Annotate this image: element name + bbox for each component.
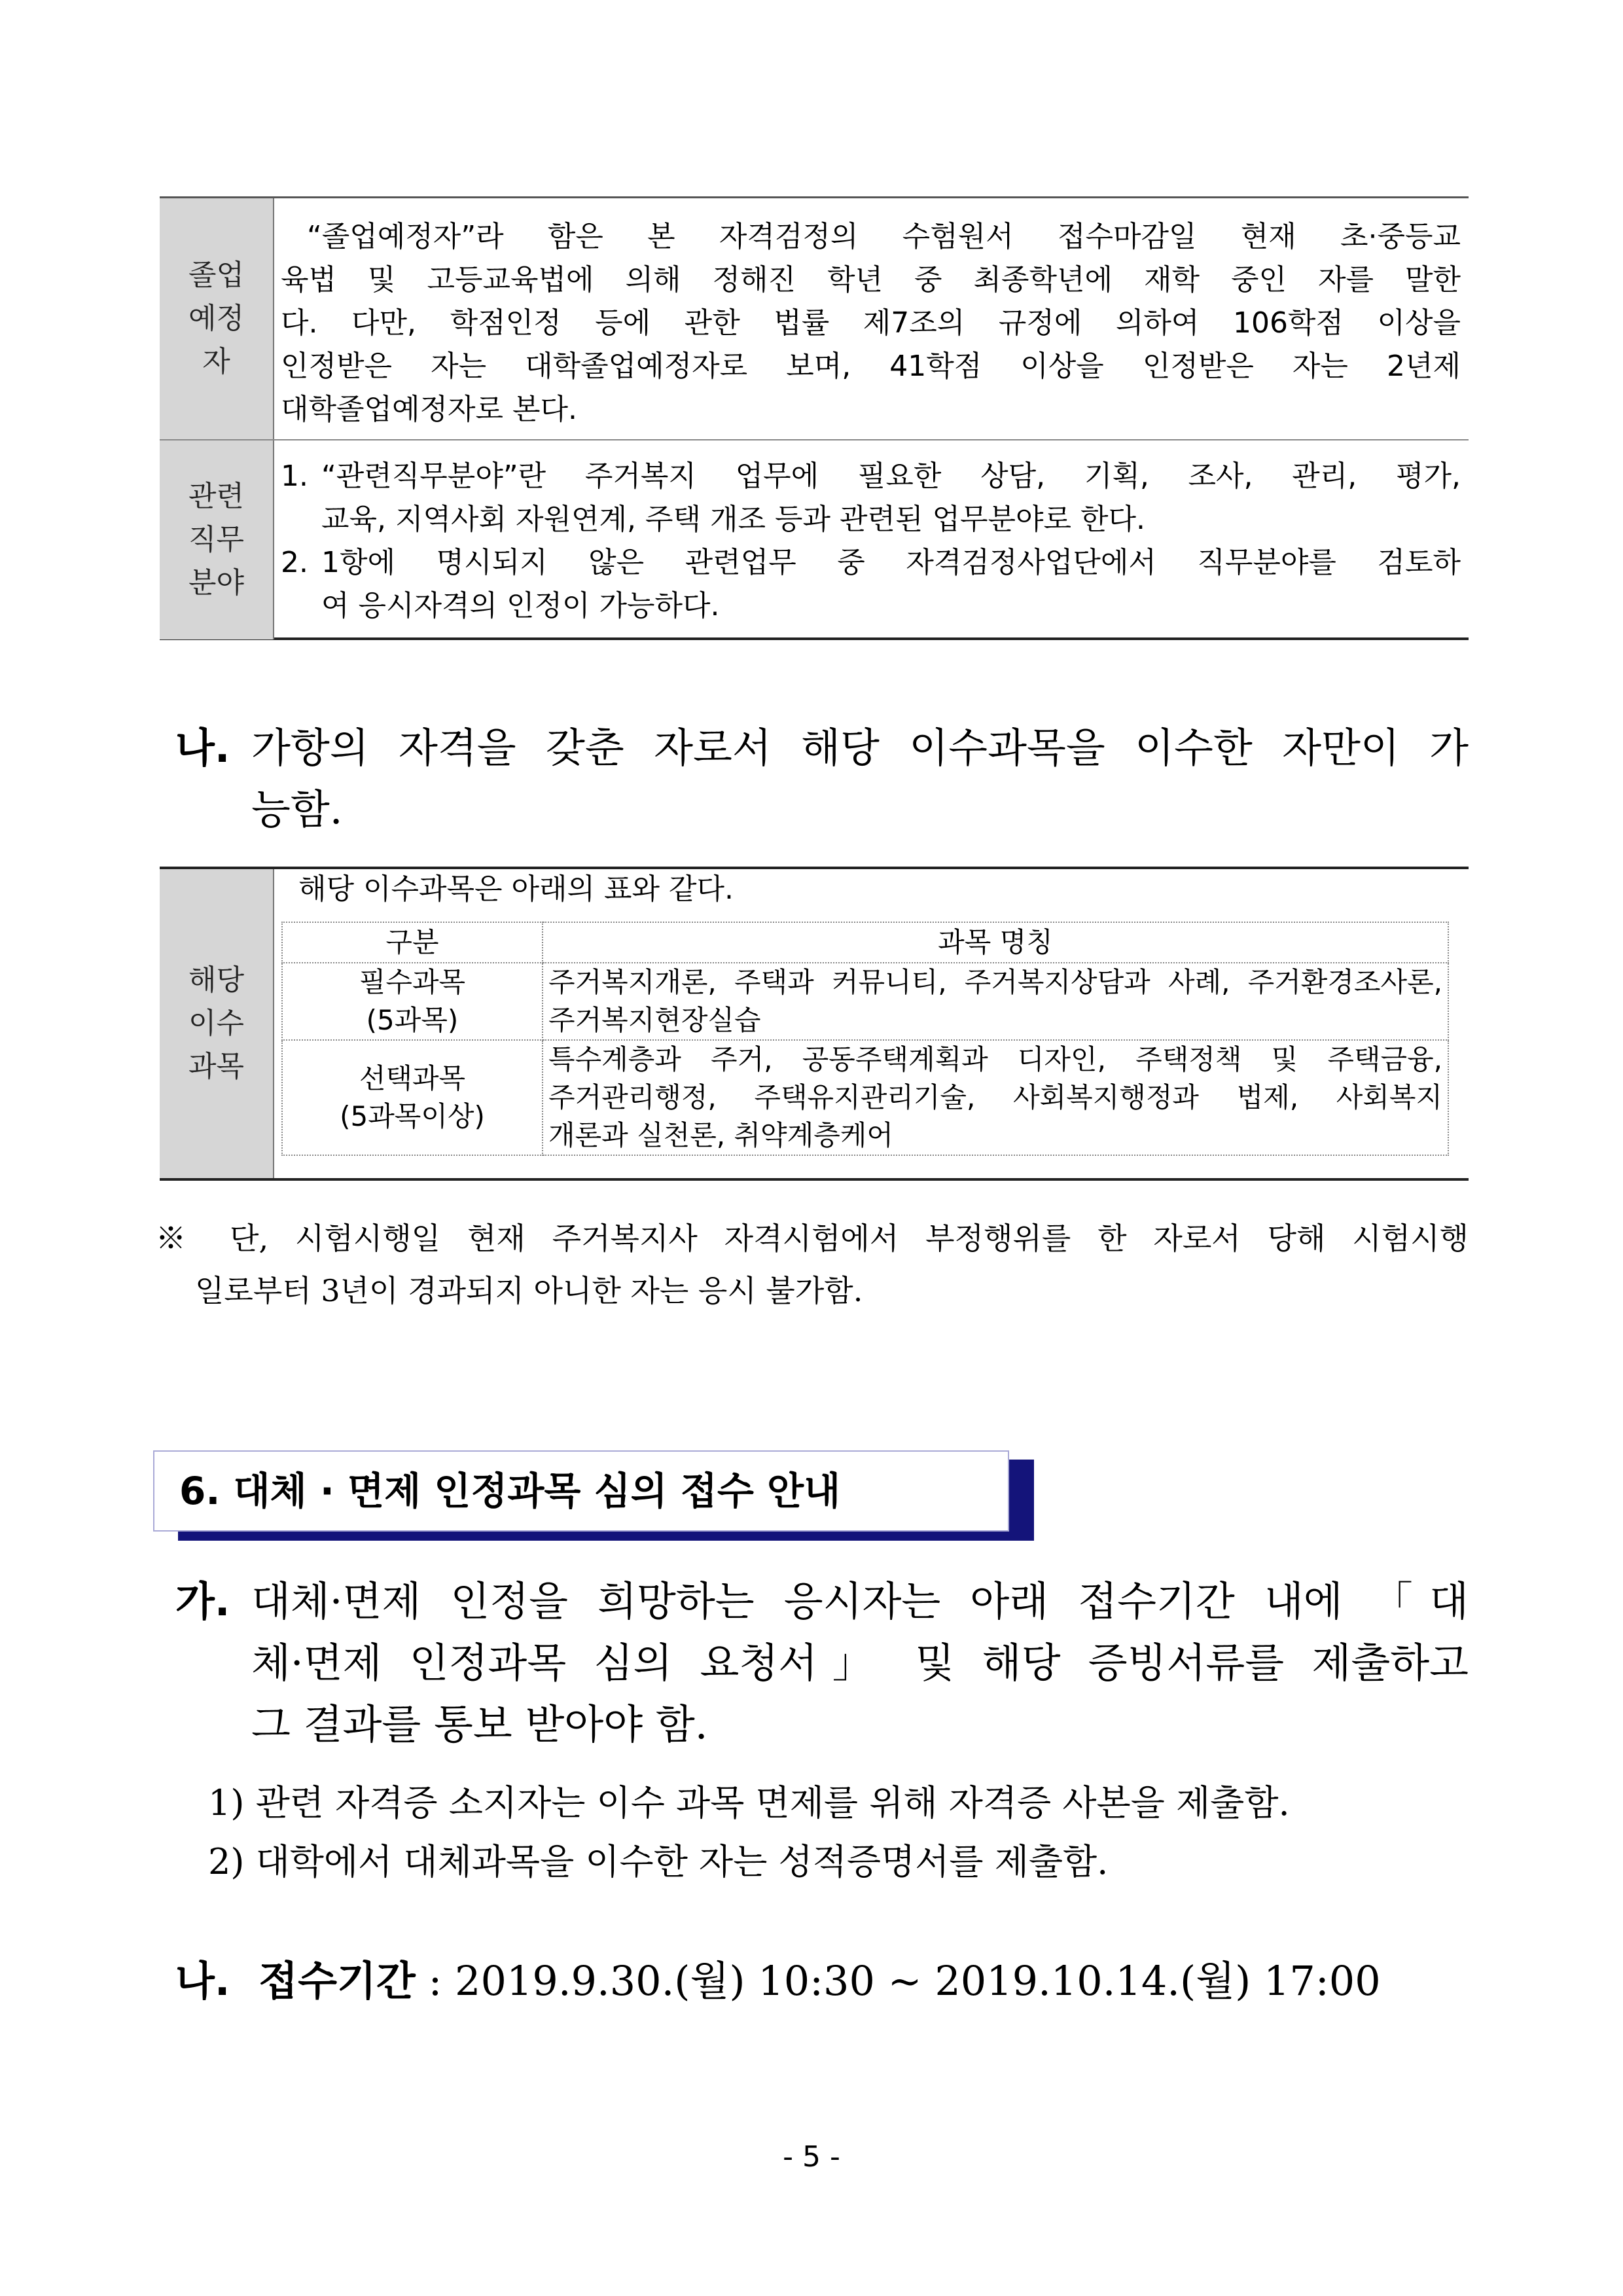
column-header: 과목 명칭 (543, 922, 1448, 963)
header-line: 이수 (188, 1007, 244, 1040)
text-line: 그 결과를 통보 받아야 함. (251, 1700, 708, 1748)
text-line: “졸업예정자”라 함은 본 자격검정의 수험원서 접수마감일 현재 초·중등교 (307, 220, 1461, 253)
text-line: 인정받은 자는 대학졸업예정자로 보며, 41학점 이상을 인정받은 자는 2년제 (281, 350, 1461, 383)
list-marker: 가. (175, 1577, 230, 1625)
subjects-cell (543, 1040, 1448, 1155)
header-line: 예정 (188, 302, 244, 335)
table-header-row (282, 922, 1448, 963)
category-label: 선택과목 (359, 1062, 466, 1094)
text-line: 1항에 명시되지 않은 관련업무 중 자격검정사업단에서 직무분야를 검토하 (321, 546, 1461, 579)
text-line: 여 응시자격의 인정이 가능하다. (321, 589, 720, 622)
subject-line: 주거복지현장실습 (548, 1004, 761, 1036)
header-line: 과목 (188, 1050, 244, 1083)
text-line: 가항의 자격을 갖춘 자로서 해당 이수과목을 이수한 자만이 가 (251, 724, 1469, 772)
header-line: 자 (202, 345, 230, 378)
category-count: (5과목이상) (340, 1100, 485, 1132)
text-line: 대학졸업예정자로 본다. (281, 393, 578, 426)
list-marker: 나. (175, 1957, 230, 2005)
text-line: 대체·면제 인정을 희망하는 응시자는 아래 접수기간 내에 「대 (251, 1577, 1469, 1625)
row-divider (160, 439, 1469, 440)
item-number: 2. (281, 546, 308, 579)
section-na-eligibility (175, 717, 1469, 840)
period-value: : 2019.9.30.(월) 10:30 ~ 2019.10.14.(월) 17:00 (415, 1957, 1381, 2005)
table-row (282, 963, 1448, 1040)
subject-line: 개론과 실천론, 취약계층케어 (548, 1119, 893, 1151)
item-number: 1. (281, 459, 308, 493)
category-label: 필수과목 (359, 966, 466, 998)
graduation-candidate-text (281, 215, 1461, 431)
list-marker: 나. (175, 724, 230, 772)
text-line: 다. 다만, 학점인정 등에 관한 법률 제7조의 규정에 의하여 106학점 이상을 (281, 306, 1461, 340)
text-line: ※ 단, 시험시행일 현재 주거복지사 자격시험에서 부정행위를 한 자로서 당해 시험시행 (156, 1221, 1469, 1256)
subject-line: 주거관리행정, 주택유지관리기술, 사회복지행정과 법제, 사회복지 (548, 1081, 1442, 1113)
text-line: 체·면제 인정과목 심의 요청서」 및 해당 증빙서류를 제출하고 (251, 1639, 1469, 1687)
text-line: “관련직무분야”란 주거복지 업무에 필요한 상담, 기획, 조사, 관리, 평가, (321, 459, 1461, 493)
table-intro: 해당 이수과목은 아래의 표와 같다. (298, 872, 734, 906)
header-line: 해당 (188, 963, 244, 997)
category-cell (282, 1040, 543, 1155)
header-related-field (160, 440, 274, 639)
definitions-table (160, 196, 1469, 640)
header-line: 직무 (188, 523, 244, 556)
text-line: 일로부터 3년이 경과되지 아니한 자는 응시 불가함. (195, 1273, 863, 1308)
header-line: 졸업 (188, 259, 244, 292)
related-field-text (281, 455, 1461, 628)
section-6-title: 6. 대체 · 면제 인정과목 심의 접수 안내 (179, 1469, 841, 1513)
subject-line: 주거복지개론, 주택과 커뮤니티, 주거복지상담과 사례, 주거환경조사론, (548, 966, 1442, 998)
category-count: (5과목) (366, 1004, 459, 1036)
related-field-item-2 (281, 541, 1461, 628)
related-field-item-1 (281, 455, 1461, 541)
header-line: 관련 (188, 480, 244, 513)
ga-sub-items (208, 1774, 1290, 1892)
courses-table (281, 922, 1449, 1156)
header-graduation-candidate (160, 198, 274, 439)
table-row (282, 1040, 1448, 1155)
text-line: 육법 및 고등교육법에 의해 정해진 학년 중 최종학년에 재학 중인 자를 말한 (281, 263, 1461, 296)
category-cell (282, 963, 543, 1040)
section-6-title-box (153, 1450, 1009, 1532)
subjects-cell (543, 963, 1448, 1040)
period-label: 접수기간 (259, 1957, 416, 2005)
text-line: 능함. (251, 785, 343, 833)
note-disqualification (156, 1212, 1469, 1317)
text-line: 교육, 지역사회 자원연계, 주택 개조 등과 관련된 업무분야로 한다. (321, 503, 1145, 536)
sub-item: 2) 대학에서 대체과목을 이수한 자는 성적증명서를 제출함. (208, 1841, 1109, 1882)
subject-line: 특수계층과 주거, 공동주택계획과 디자인, 주택정책 및 주택금융, (548, 1043, 1442, 1075)
column-header: 구분 (282, 922, 543, 963)
sub-item: 1) 관련 자격증 소지자는 이수 과목 면제를 위해 자격증 사본을 제출함. (208, 1782, 1290, 1823)
header-line: 분야 (188, 566, 244, 600)
required-courses-table (160, 867, 1469, 1181)
section-ga-substitution (175, 1571, 1469, 1755)
header-required-courses (160, 869, 274, 1178)
section-text (175, 1571, 1469, 1755)
section-na-period (175, 1950, 1381, 2012)
section-text (175, 717, 1469, 840)
page-number: - 5 - (783, 2140, 840, 2174)
